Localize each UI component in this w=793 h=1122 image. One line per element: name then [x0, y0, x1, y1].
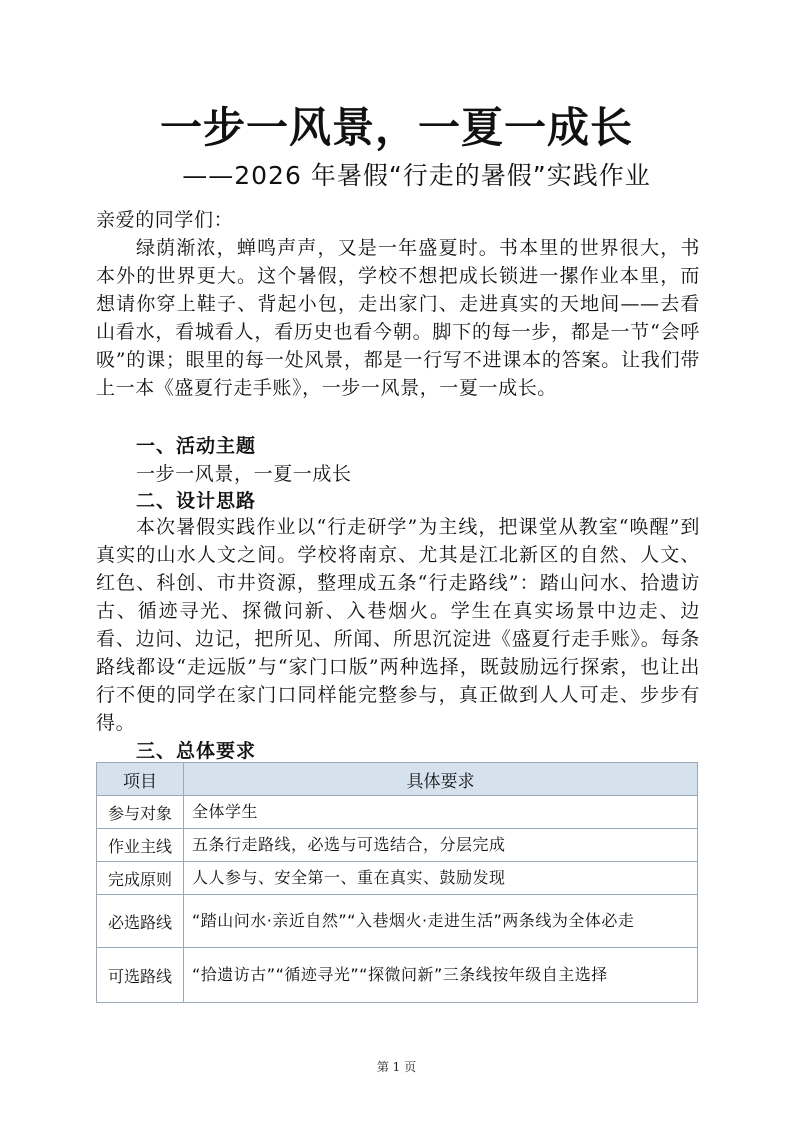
table-header-requirement: 具体要求: [184, 763, 698, 796]
intro-paragraph: 绿荫渐浓，蝉鸣声声，又是一年盛夏时。书本里的世界很大，书本外的世界更大。这个暑假，学校不想把成长锁进一摞作业本里，而想请你穿上鞋子、背起小包，走出家门、走进真实的天地间——去看山看水，看城看人，看历史也看今朝。脚下的每一步，都是一节“会呼吸”的课；眼里的每一处风景，都是一行写不进课本的答案。让我们带上一本《盛夏行走手账》，一步一风景，一夏一成长。: [96, 237, 700, 399]
table-cell-requirement: “拾遗访古”“循迹寻光”“探微问新”三条线按年级自主选择: [184, 948, 698, 1003]
document-subtitle: ——2026 年暑假“行走的暑假”实践作业: [182, 161, 651, 190]
greeting: 亲爱的同学们：: [96, 209, 234, 231]
section-heading-theme: 一、活动主题: [136, 435, 257, 457]
table-cell-item: 必选路线: [97, 895, 184, 948]
requirements-table: [96, 762, 698, 1003]
table-cell-item: 完成原则: [97, 862, 184, 895]
table-cell-item: 可选路线: [97, 948, 184, 1003]
table-cell-requirement: 人人参与、安全第一、重在真实、鼓励发现: [184, 862, 698, 895]
section-heading-requirements: 三、总体要求: [136, 740, 257, 762]
table-header-row: [97, 763, 698, 796]
design-paragraph: 本次暑假实践作业以“行走研学”为主线，把课堂从教室“唤醒”到真实的山水人文之间。学校将南京、尤其是江北新区的自然、人文、红色、科创、市井资源，整理成五条“行走路线”：踏山问水、拾遗访古、循迹寻光、探微问新、入巷烟火。学生在真实场景中边走、边看、边问、边记，把所见、所闻、所思沉淀进《盛夏行走手账》。每条路线都设“走远版”与“家门口版”两种选择，既鼓励远行探索，也让出行不便的同学在家门口同样能完整参与，真正做到人人可走、步步有得。: [96, 516, 700, 734]
table-row: [97, 895, 698, 948]
table-cell-item: 参与对象: [97, 796, 184, 829]
table-row: [97, 796, 698, 829]
table-cell-requirement: 全体学生: [184, 796, 698, 829]
table-row: [97, 829, 698, 862]
table-cell-item: 作业主线: [97, 829, 184, 862]
theme-text: 一步一风景，一夏一成长: [136, 463, 352, 485]
page-number: 第 1 页: [376, 1060, 417, 1074]
table-cell-requirement: “踏山问水·亲近自然”“入巷烟火·走进生活”两条线为全体必走: [184, 895, 698, 948]
table-header-item: 项目: [97, 763, 184, 796]
table-row: [97, 862, 698, 895]
section-heading-design: 二、设计思路: [136, 490, 257, 512]
table-cell-requirement: 五条行走路线，必选与可选结合，分层完成: [184, 829, 698, 862]
document-title: 一步一风景，一夏一成长: [159, 103, 633, 152]
table-row: [97, 948, 698, 1003]
